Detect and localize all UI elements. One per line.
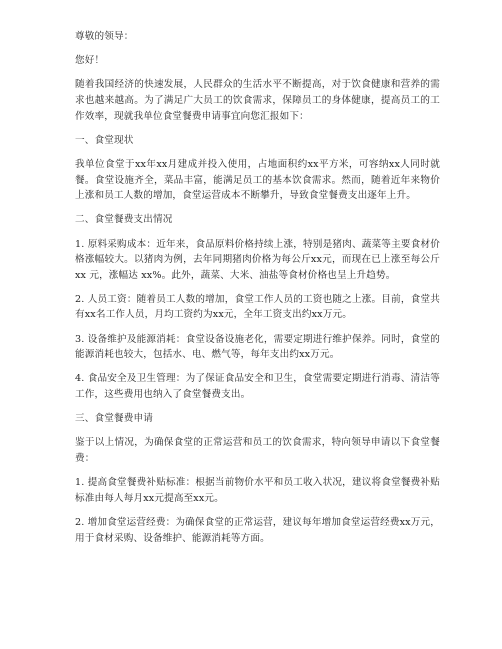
- section-3-intro: 鉴于以上情况，为确保食堂的正常运营和员工的饮食需求，特向领导申请以下食堂餐费：: [75, 437, 440, 464]
- section-2-item-3: 3. 设备维护及能源消耗：食堂设备设施老化，需要定期进行维护保养。同时，食堂的能源消耗也较大，包括水、电、燃气等，每年支出约xx万元。: [75, 333, 440, 361]
- section-3-item-1: 1. 提高食堂餐费补贴标准：根据当前物价水平和员工收入状况，建议将食堂餐费补贴标准由每人每月xx元提高至xx元。: [75, 477, 440, 504]
- section-1-heading: 一、食堂现状: [75, 134, 134, 146]
- section-3-heading: 三、食堂餐费申请: [75, 413, 153, 425]
- section-3-item-2: 2. 增加食堂运营经费：为确保食堂的正常运营，建议每年增加食堂运营经费xx万元，用于食材采购、设备维护、能源消耗等方面。: [75, 516, 440, 544]
- salutation: 尊敬的领导：: [75, 31, 134, 42]
- document-body: [75, 29, 440, 555]
- section-1-paragraph: 我单位食堂于xx年xx月建成并投入使用，占地面积约xx平方米，可容纳xx人同时就餐。食堂设施齐全，菜品丰富，能满足员工的基本饮食需求。然而，随着近年来物价上涨和员工人数的增加，食堂运营成本不断攀升，导致食堂餐费支出逐年上升。: [75, 158, 440, 202]
- section-2-heading: 二、食堂餐费支出情况: [75, 214, 173, 226]
- intro-paragraph: 随着我国经济的快速发展，人民群众的生活水平不断提高，对于饮食健康和营养的需求也越来越高。为了满足广大员工的饮食需求，保障员工的身体健康，提高员工的工作效率，现就我单位食堂餐费申请事宜向您汇报如下：: [75, 79, 440, 122]
- section-2-item-1: 1. 原料采购成本：近年来，食品原料价格持续上涨，特别是猪肉、蔬菜等主要食材价格涨幅较大。以猪肉为例，去年同期猪肉价格为每公斤xx元，而现在已上涨至每公斤 xx 元，涨幅达 xx%。此外，蔬菜、大米、油盐等食材价格也呈上升趋势。: [75, 238, 440, 281]
- section-2-item-2: 2. 人员工资：随着员工人数的增加，食堂工作人员的工资也随之上涨。目前，食堂共有xx名工作人员，月均工资约为xx元，全年工资支出约xx万元。: [75, 293, 440, 321]
- greeting: 您好！: [75, 55, 105, 67]
- section-2-item-4: 4. 食品安全及卫生管理：为了保证食品安全和卫生，食堂需要定期进行消毒、清洁等工作，这些费用也纳入了食堂餐费支出。: [75, 373, 440, 401]
